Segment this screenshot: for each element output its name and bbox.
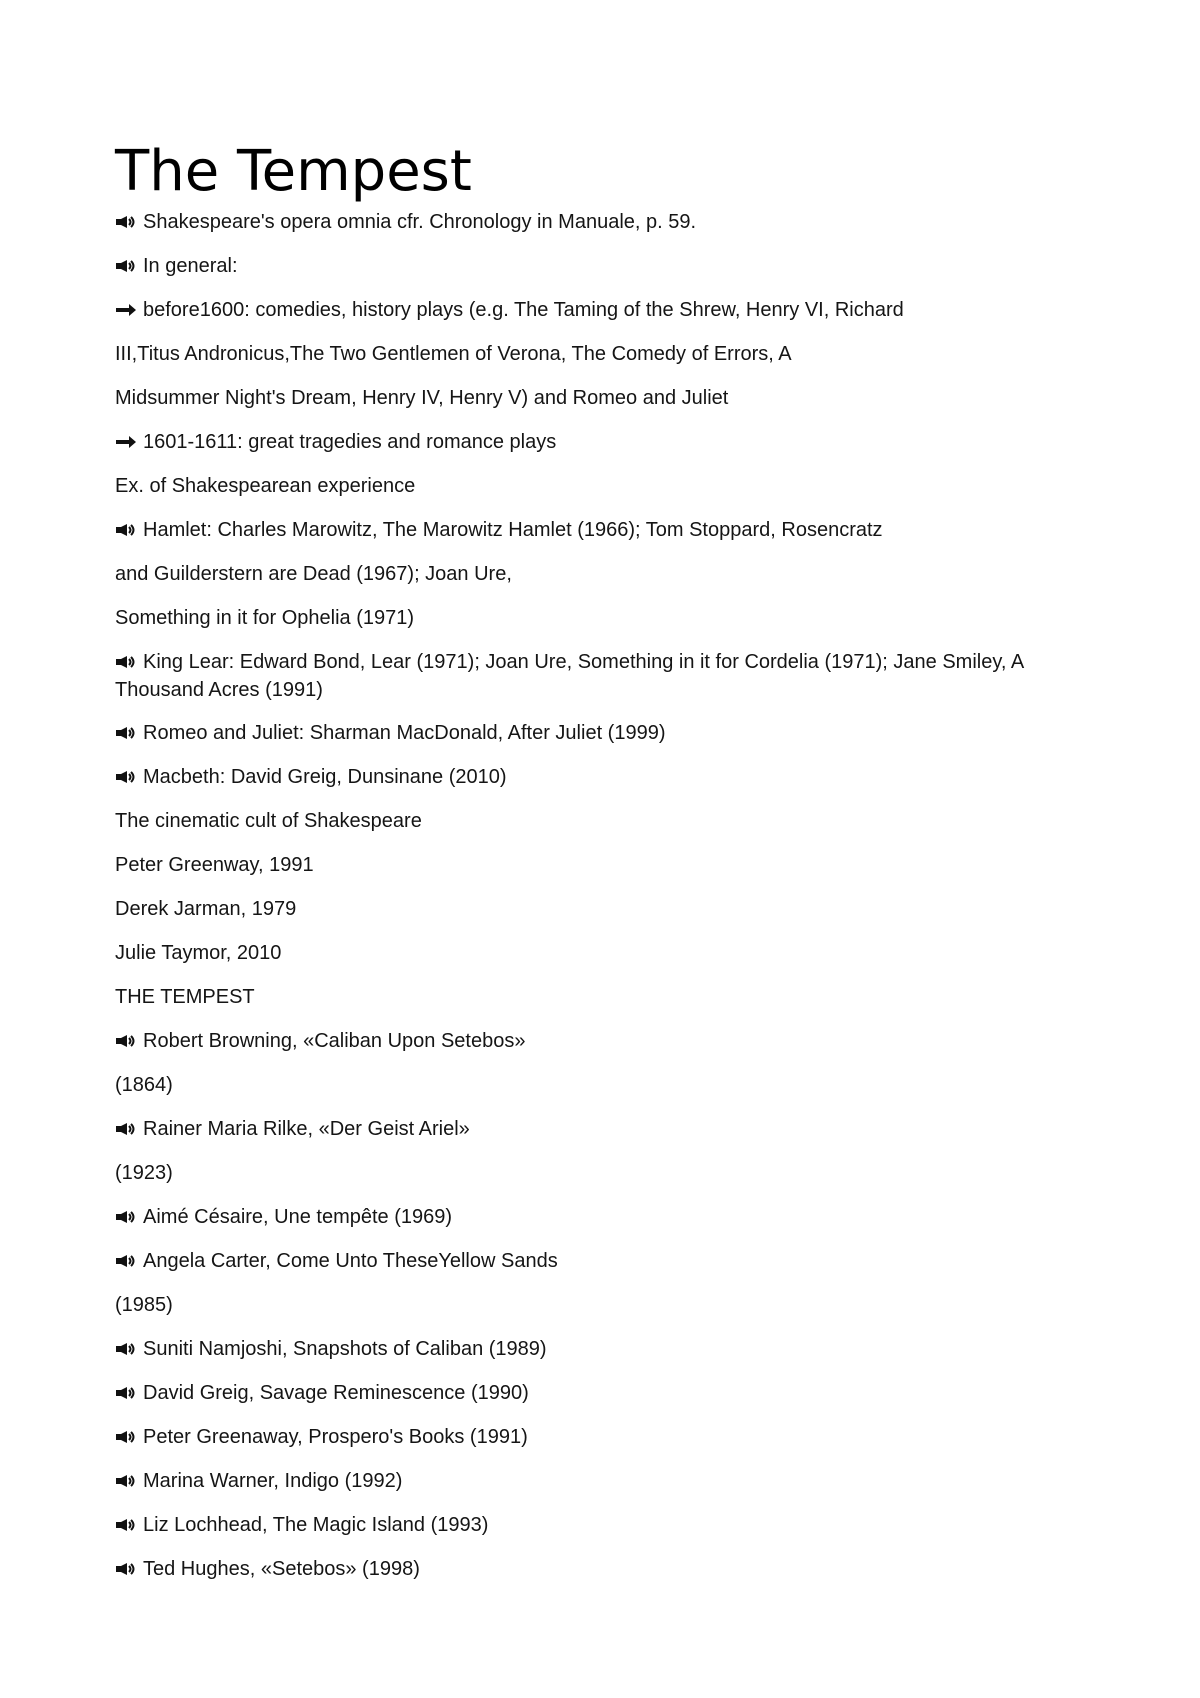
speaker-icon — [115, 1430, 137, 1444]
bullet-line — [115, 1511, 1095, 1539]
text-line — [115, 895, 1095, 923]
line-text: 1601-1611: great tragedies and romance plays — [143, 431, 557, 453]
speaker-icon — [115, 1386, 137, 1400]
bullet-line — [115, 1247, 1095, 1275]
arrow-icon — [115, 303, 137, 317]
speaker-icon — [115, 259, 137, 273]
line-text: and Guilderstern are Dead (1967); Joan Ure, — [115, 563, 512, 585]
bullet-line — [115, 296, 1095, 324]
line-text: Derek Jarman, 1979 — [115, 898, 297, 920]
text-line — [115, 1291, 1095, 1319]
text-line — [115, 1159, 1095, 1187]
line-text: Macbeth: David Greig, Dunsinane (2010) — [143, 766, 507, 788]
line-text: (1864) — [115, 1074, 173, 1096]
text-line — [115, 939, 1095, 967]
line-text: Julie Taymor, 2010 — [115, 942, 282, 964]
line-text: (1985) — [115, 1294, 173, 1316]
speaker-icon — [115, 1122, 137, 1136]
speaker-icon — [115, 1562, 137, 1576]
bullet-line — [115, 428, 1095, 456]
speaker-icon — [115, 655, 137, 669]
speaker-icon — [115, 1034, 137, 1048]
document-body — [115, 208, 1095, 1599]
text-line — [115, 851, 1095, 879]
bullet-line — [115, 648, 1095, 704]
text-line — [115, 983, 1095, 1011]
line-text: Rainer Maria Rilke, «Der Geist Ariel» — [143, 1118, 470, 1140]
line-text: David Greig, Savage Reminescence (1990) — [143, 1382, 529, 1404]
speaker-icon — [115, 1342, 137, 1356]
line-text: III,Titus Andronicus,The Two Gentlemen of Verona, The Comedy of Errors, A — [115, 343, 792, 365]
speaker-icon — [115, 1254, 137, 1268]
text-line — [115, 340, 1095, 368]
line-text: In general: — [143, 255, 238, 277]
line-text: Shakespeare's opera omnia cfr. Chronology in Manuale, p. 59. — [143, 211, 697, 233]
line-text: Ted Hughes, «Setebos» (1998) — [143, 1558, 420, 1580]
speaker-icon — [115, 1474, 137, 1488]
line-text: Romeo and Juliet: Sharman MacDonald, After Juliet (1999) — [143, 722, 666, 744]
speaker-icon — [115, 770, 137, 784]
line-text: Angela Carter, Come Unto TheseYellow Sands — [143, 1250, 558, 1272]
speaker-icon — [115, 1210, 137, 1224]
bullet-line — [115, 1027, 1095, 1055]
line-text: Peter Greenway, 1991 — [115, 854, 314, 876]
line-text: King Lear: Edward Bond, Lear (1971); Joan Ure, Something in it for Cordelia (1971); Jane Smiley, A Thousand Acres (1991) — [115, 651, 1024, 701]
text-line — [115, 1071, 1095, 1099]
line-text: Peter Greenaway, Prospero's Books (1991) — [143, 1426, 528, 1448]
speaker-icon — [115, 215, 137, 229]
line-text: The cinematic cult of Shakespeare — [115, 810, 422, 832]
arrow-icon — [115, 435, 137, 449]
bullet-line — [115, 1115, 1095, 1143]
bullet-line — [115, 1203, 1095, 1231]
bullet-line — [115, 763, 1095, 791]
line-text: Suniti Namjoshi, Snapshots of Caliban (1989) — [143, 1338, 547, 1360]
bullet-line — [115, 719, 1095, 747]
text-line — [115, 384, 1095, 412]
line-text: Robert Browning, «Caliban Upon Setebos» — [143, 1030, 526, 1052]
line-text: Hamlet: Charles Marowitz, The Marowitz Hamlet (1966); Tom Stoppard, Rosencratz — [143, 519, 883, 541]
line-text: Something in it for Ophelia (1971) — [115, 607, 415, 629]
text-line — [115, 604, 1095, 632]
line-text: Ex. of Shakespearean experience — [115, 475, 416, 497]
bullet-line — [115, 208, 1095, 236]
line-text: Marina Warner, Indigo (1992) — [143, 1470, 403, 1492]
speaker-icon — [115, 1518, 137, 1532]
page-title: The Tempest — [115, 139, 472, 204]
bullet-line — [115, 1335, 1095, 1363]
line-text: Aimé Césaire, Une tempête (1969) — [143, 1206, 453, 1228]
bullet-line — [115, 1423, 1095, 1451]
line-text: THE TEMPEST — [115, 986, 255, 1008]
line-text: Midsummer Night's Dream, Henry IV, Henry V) and Romeo and Juliet — [115, 387, 729, 409]
bullet-line — [115, 1555, 1095, 1583]
line-text: (1923) — [115, 1162, 173, 1184]
bullet-line — [115, 1467, 1095, 1495]
bullet-line — [115, 252, 1095, 280]
speaker-icon — [115, 726, 137, 740]
speaker-icon — [115, 523, 137, 537]
bullet-line — [115, 1379, 1095, 1407]
text-line — [115, 560, 1095, 588]
bullet-line — [115, 516, 1095, 544]
text-line — [115, 472, 1095, 500]
text-line — [115, 807, 1095, 835]
line-text: Liz Lochhead, The Magic Island (1993) — [143, 1514, 489, 1536]
line-text: before1600: comedies, history plays (e.g. The Taming of the Shrew, Henry VI, Richard — [143, 299, 904, 321]
